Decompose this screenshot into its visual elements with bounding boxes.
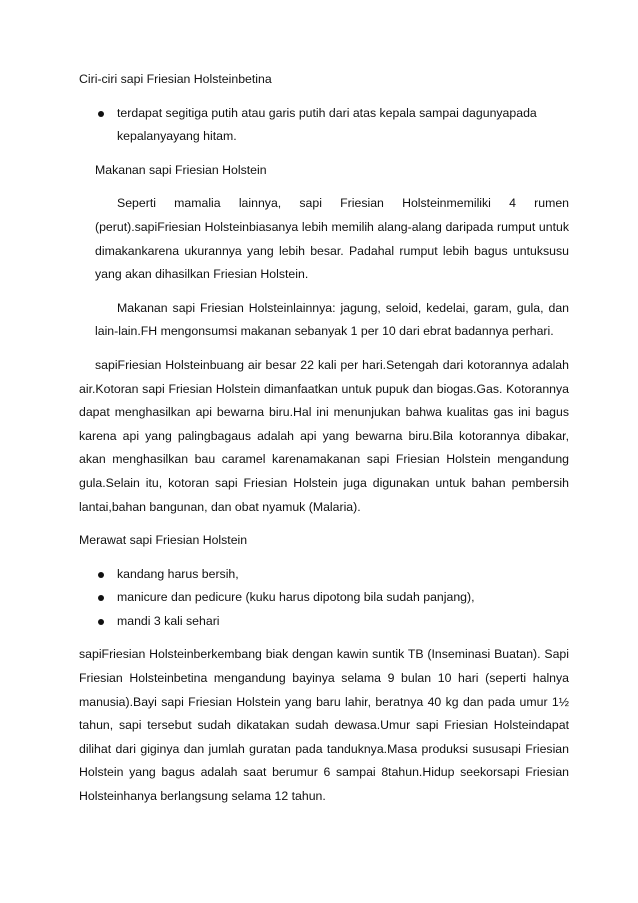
merawat-list (79, 563, 569, 634)
merawat-item-text: mandi 3 kali sehari (117, 613, 220, 628)
reproduksi-paragraph: sapiFriesian Holsteinberkembang biak dengan kawin suntik TB (Inseminasi Buatan). Sapi Friesian Holsteinbetina mengandung bayinya selama 9 bulan 10 hari (seperti halnya manusia).Bayi sapi Friesian Holstein yang baru lahir, beratnya 40 kg dan pada umur 1½ tahun, sapi tersebut sudah dikatakan sudah dewasa.Umur sapi Friesian Holsteindapat dilihat dari giginya dan jumlah guratan pada tanduknya.Masa produksi sususapi Friesian Holstein yang bagus adalah saat berumur 6 sampai 8tahun.Hidup seekorsapi Friesian Holsteinhanya berlangsung selama 12 tahun. (79, 647, 569, 804)
kotoran-paragraph: sapiFriesian Holsteinbuang air besar 22 kali per hari.Setengah dari kotorannya adalah air.Kotoran sapi Friesian Holstein dimanfaatkan untuk pupuk dan biogas.Gas. Kotorannya dapat menghasilkan api bewarna biru.Hal ini menunjukan bahwa kualitas gas ini bagus karena api yang palingbagaus adalah api yang bewarna biru.Bila kotorannya dibakar, akan menghasilkan bau caramel karenamakanan sapi Friesian Holstein mengandung gula.Selain itu, kotoran sapi Friesian Holstein juga digunakan untuk bahan pembersih lantai,bahan bangunan, dan obat nyamuk (Malaria). (79, 357, 569, 514)
merawat-item (79, 610, 569, 634)
heading-ciri: Ciri-ciri sapi Friesian Holsteinbetina (79, 72, 272, 86)
ciri-list (79, 102, 569, 149)
makanan-paragraph-2: Makanan sapi Friesian Holsteinlainnya: jagung, seloid, kedelai, garam, gula, dan lain-lain.FH mengonsumsi makanan sebanyak 1 per 10 dari ebrat badannya perhari. (95, 300, 569, 339)
document-page (79, 68, 569, 809)
bullet-icon (98, 619, 104, 625)
merawat-item (79, 586, 569, 610)
ciri-item-text: terdapat segitiga putih atau garis putih dari atas kepala sampai dagunyapada kepalanyayang hitam. (117, 105, 537, 144)
merawat-item-text: manicure dan pedicure (kuku harus dipotong bila sudah panjang), (117, 590, 475, 605)
heading-makanan: Makanan sapi Friesian Holstein (95, 162, 267, 177)
merawat-item (79, 563, 569, 587)
makanan-paragraph-1: Seperti mamalia lainnya, sapi Friesian Holsteinmemiliki 4 rumen (perut).sapiFriesian Holsteinbiasanya lebih memilih alang-alang daripada rumput untuk dimakankarena ukurannya yang lebih besar. Padahal rumput lebih bagus untuksusu yang akan dihasilkan Friesian Holstein. (95, 196, 569, 282)
ciri-item (79, 102, 569, 149)
heading-merawat: Merawat sapi Friesian Holstein (79, 533, 248, 548)
bullet-icon (98, 111, 104, 117)
merawat-item-text: kandang harus bersih, (117, 566, 239, 581)
bullet-icon (98, 572, 104, 578)
bullet-icon (98, 595, 104, 601)
